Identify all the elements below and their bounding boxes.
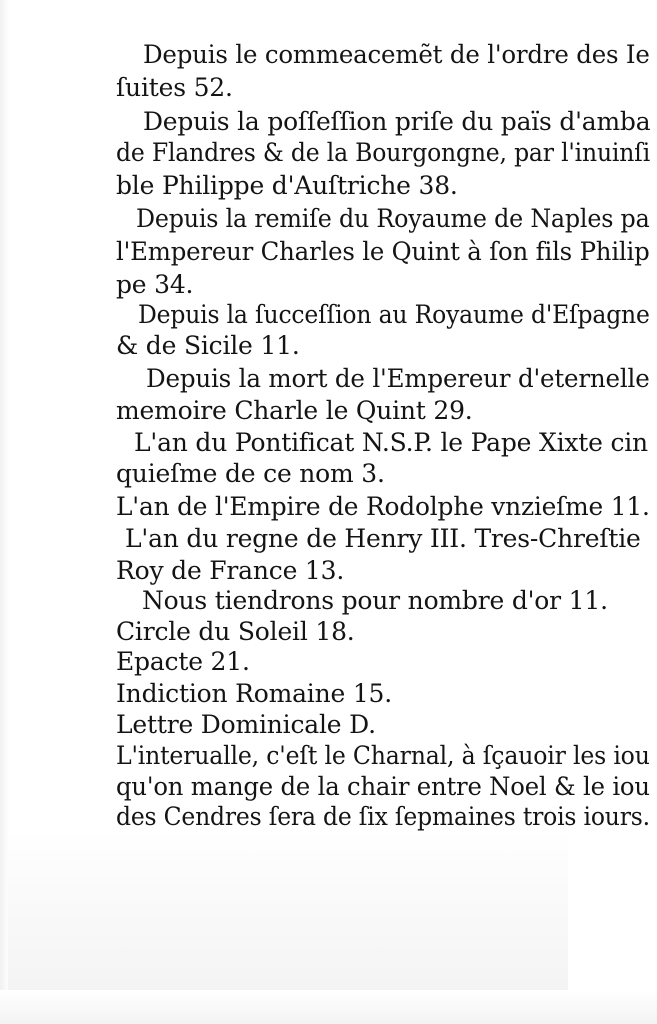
text-line-1: Depuis le commeacemẽt de l'ordre des Ie — [143, 40, 650, 69]
text-line-18: Nous tiendrons pour nombre d'or 11. — [142, 586, 608, 615]
text-line-21: Indiction Romaine 15. — [116, 679, 393, 708]
text-line-8: pe 34. — [116, 270, 194, 299]
text-line-25: des Cendres ſera de ſix ſepmaines trois iours. — [116, 802, 650, 831]
text-line-11: Depuis la mort de l'Empereur d'eternelle — [146, 364, 650, 393]
text-line-5: ble Philippe d'Auſtriche 38. — [116, 171, 458, 200]
text-line-19: Circle du Soleil 18. — [116, 617, 355, 646]
text-line-24: qu'on mange de la chair entre Noel & le iou — [116, 772, 650, 801]
text-line-2: ſuites 52. — [116, 73, 233, 102]
text-line-14: quieſme de ce nom 3. — [116, 459, 385, 488]
text-line-9: Depuis la ſucceſſion au Royaume d'Eſpagne — [138, 300, 650, 329]
page-bottom-edge — [0, 990, 657, 1024]
text-line-23: L'interualle, c'eſt le Charnal, à ſçauoir les iou — [116, 741, 650, 770]
text-line-4: de Flandres & de la Bourgongne, par l'inuinſi — [116, 138, 651, 167]
text-line-20: Epacte 21. — [116, 647, 250, 676]
text-line-17: Roy de France 13. — [116, 556, 345, 585]
text-line-10: & de Sicile 11. — [116, 331, 300, 360]
text-line-6: Depuis la remiſe du Royaume de Naples pa — [136, 204, 650, 233]
text-line-7: l'Empereur Charles le Quint à ſon fils Philip — [116, 237, 650, 266]
text-line-22: Lettre Dominicale D. — [116, 710, 376, 739]
text-line-16: L'an du regne de Henry III. Tres-Chreſtie — [125, 524, 641, 553]
text-line-3: Depuis la poſſeſſion priſe du païs d'amba — [143, 107, 651, 136]
page-bottom-shade — [8, 830, 568, 990]
text-line-12: memoire Charle le Quint 29. — [116, 396, 473, 425]
text-line-13: L'an du Pontificat N.S.P. le Pape Xixte cin — [134, 428, 648, 457]
text-line-15: L'an de l'Empire de Rodolphe vnzieſme 11. — [116, 492, 650, 521]
